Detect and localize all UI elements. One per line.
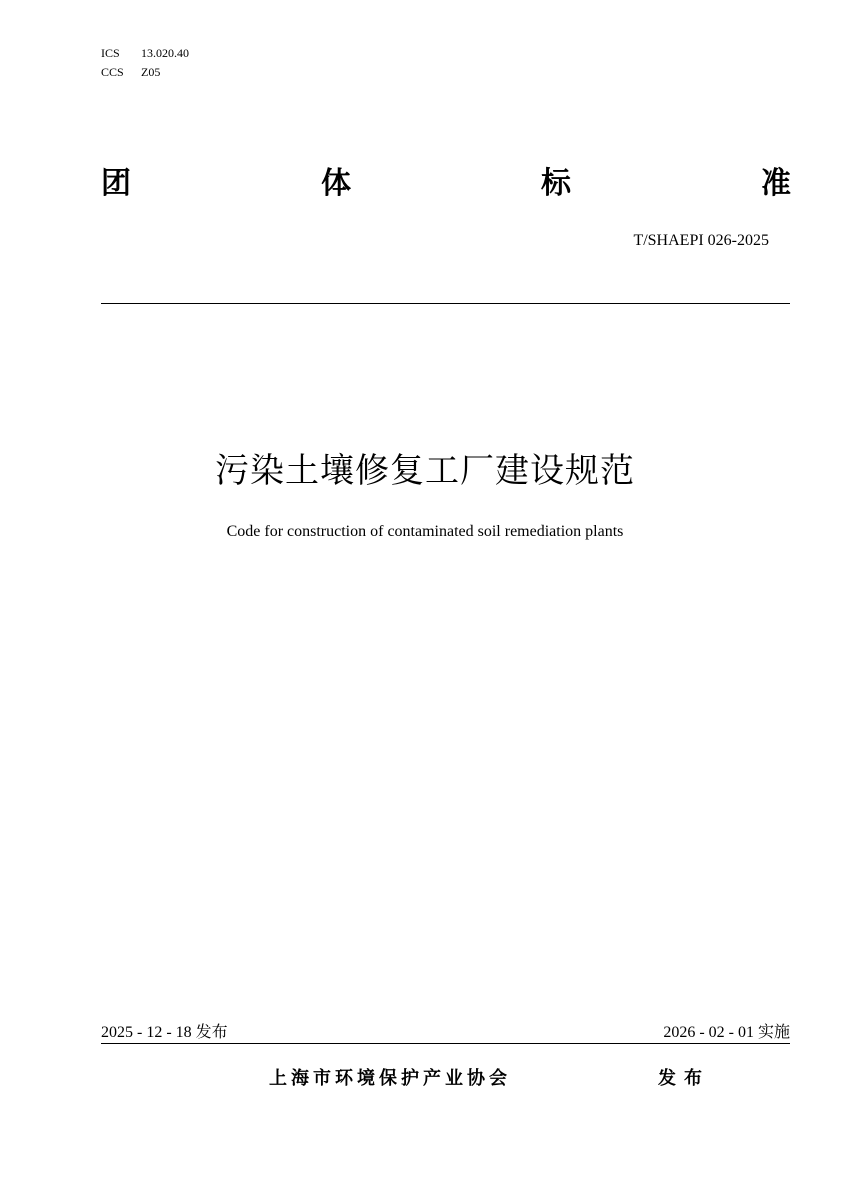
standard-type-heading [101,164,791,204]
implementation-date-label: 实施 [757,1022,790,1041]
title-chinese: 污染土壤修复工厂建设规范 [215,451,635,491]
ics-value: 13.020.40 [141,46,189,60]
standard-type-char: 体 [321,166,351,201]
standard-type-char: 团 [101,166,131,201]
issue-date [101,1019,228,1042]
classification-codes [101,44,189,82]
implementation-date-value: 2026 - 02 - 01 [663,1024,754,1041]
title-english: Code for construction of contaminated soil remediation plants [226,523,624,540]
publisher-name: 上海市环境保护产业协会 [269,1068,511,1089]
standard-type-char: 准 [761,166,791,201]
implementation-date [663,1019,790,1042]
ics-label: ICS [101,46,120,60]
issue-date-label: 发布 [195,1022,228,1041]
ics-row [101,44,189,63]
ccs-row [101,63,189,82]
issue-date-value: 2025 - 12 - 18 [101,1024,192,1041]
ccs-label: CCS [101,65,124,79]
header-divider [101,303,790,304]
publisher-action: 发布 [658,1068,710,1089]
standard-number: T/SHAEPI 026-2025 [633,232,769,249]
footer-divider [101,1043,790,1044]
standard-type-char: 标 [541,166,571,201]
ccs-value: Z05 [141,65,161,79]
